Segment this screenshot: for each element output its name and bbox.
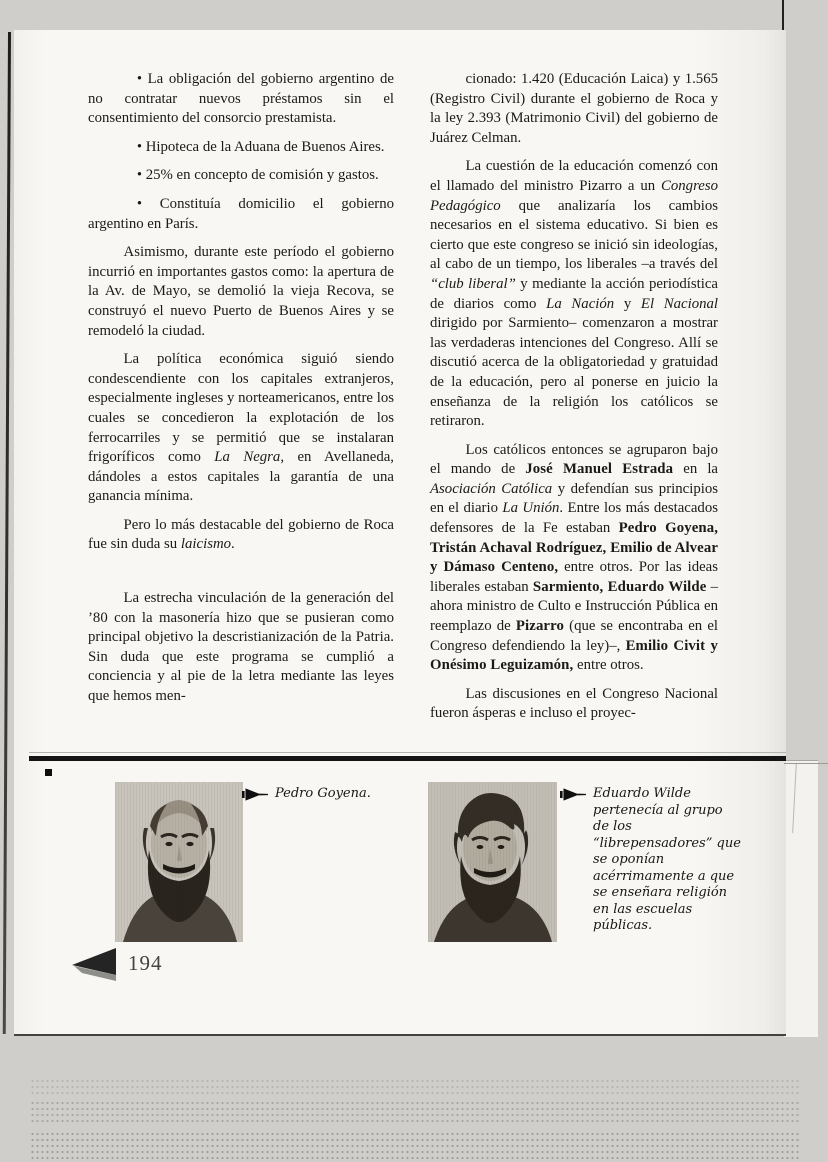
halftone-texture bbox=[30, 1131, 800, 1161]
section-divider bbox=[29, 756, 786, 761]
paragraph: cionado: 1.420 (Educación Laica) y 1.565 (Registro Civil) durante el gobierno de Roca y la ley 2.393 (Matrimonio Civil) del gobierno de Juárez Celman. bbox=[430, 71, 718, 146]
figure-caption bbox=[242, 786, 382, 807]
portrait-engraving bbox=[115, 782, 243, 942]
body-text bbox=[88, 70, 718, 733]
divider-hairline bbox=[29, 752, 786, 753]
caption-text: Eduardo Wilde pertenecía al grupo de los “librepensadores” que se oponían acérrimamente a que se enseñara religión en las escuelas públicas. bbox=[593, 786, 741, 933]
paragraph: Los católicos entonces se agruparon bajo el mando de José Manuel Estrada en la Asociación Católica y defendían sus principios en el diario La Unión. Entre los más destacados defensores de la Fe estaban Pedro Goyena, Tristán Achaval Rodríguez, Emilio de Alvear y Dámaso Centeno, entre otros. Por las ideas liberales estaban Sarmiento, Eduardo Wilde –ahora ministro de Culto e Instrucción Pública en reemplazo de Pizarro (que se encontraba en el Congreso defendiendo la ley)–, Emilio Civit y Onésimo Leguizamón, entre otros. bbox=[430, 441, 719, 674]
paragraph: Pero lo más destacable del gobierno de Roca fue sin duda su laicismo. bbox=[88, 516, 394, 553]
paragraph: Asimismo, durante este período el gobierno incurrió en importantes gastos como: la apertura de la Av. de Mayo, se demolió la vieja Recova, se construyó el nuevo Puerto de Buenos Aires y se remodeló la ciudad. bbox=[88, 244, 394, 339]
halftone-texture bbox=[30, 1100, 800, 1126]
pedro-goyena-photo bbox=[115, 782, 243, 942]
bullet-item: • 25% en concepto de comisión y gastos. bbox=[136, 167, 379, 184]
figure-caption bbox=[560, 786, 742, 935]
caption-flag-icon bbox=[560, 788, 586, 807]
caption-text: Pedro Goyena. bbox=[275, 786, 371, 801]
paragraph: Las discusiones en el Congreso Nacional fueron ásperas e incluso el proyec- bbox=[430, 685, 718, 722]
paragraph: La cuestión de la educación comenzó con el llamado del ministro Pizarro a un Congreso Pedagógico que analizaría los cambios necesarios en el sistema educativo. Si bien es cierto que este congreso se inició sin ideologías, al cabo de un tiempo, los liberales –a través del “club liberal” y mediante la acción periodística de diarios como La Nación y El Nacional dirigido por Sarmiento– comenzaron a mostrar las verdaderas intenciones del Congreso. Allí se discutió acerca de la obligatoriedad y gratuidad de la educación, pero al ponerse en juicio la enseñanza de la religión los católicos se retiraron. bbox=[430, 158, 718, 430]
page-number-row bbox=[72, 948, 163, 982]
divider-notch bbox=[45, 769, 52, 776]
eduardo-wilde-photo bbox=[428, 782, 557, 942]
bullet-item: • Hipoteca de la Aduana de Buenos Aires. bbox=[136, 138, 385, 155]
page-curl-right bbox=[784, 760, 818, 1037]
divider-tail-line bbox=[784, 763, 828, 764]
caption-flag-icon bbox=[242, 788, 268, 807]
left-column bbox=[88, 70, 394, 733]
book-page bbox=[14, 30, 786, 1036]
portrait-engraving bbox=[428, 782, 557, 942]
halftone-texture bbox=[30, 1078, 800, 1094]
bullet-item: • La obligación del gobierno argentino de no contratar nuevos préstamos sin el consentimiento del consorcio prestamista. bbox=[88, 71, 394, 127]
bullet-item: • Constituía domicilio el gobierno argentino en París. bbox=[88, 195, 394, 232]
paragraph: La estrecha vinculación de la generación del ’80 con la masonería hizo que se pusieran como principal objetivo la descristianización de la Patria. Sin duda que este programa se cumplió a conciencia y al pie de la letra mediante las leyes que hemos men- bbox=[88, 590, 394, 705]
scan-edge-left bbox=[3, 32, 11, 1034]
page-corner-arrow-icon bbox=[72, 948, 116, 982]
page-number: 194 bbox=[128, 951, 163, 975]
paragraph: La política económica siguió siendo condescendiente con los capitales extranjeros, especialmente ingleses y norteamericanos, entre los cuales se concedieron la explotación de los ferrocarriles y se permitió que se instalaran frigoríficos como La Negra, en Avellaneda, dándoles a estos capitales la garantía de una ganancia mínima. bbox=[88, 351, 394, 505]
right-column bbox=[430, 70, 718, 733]
